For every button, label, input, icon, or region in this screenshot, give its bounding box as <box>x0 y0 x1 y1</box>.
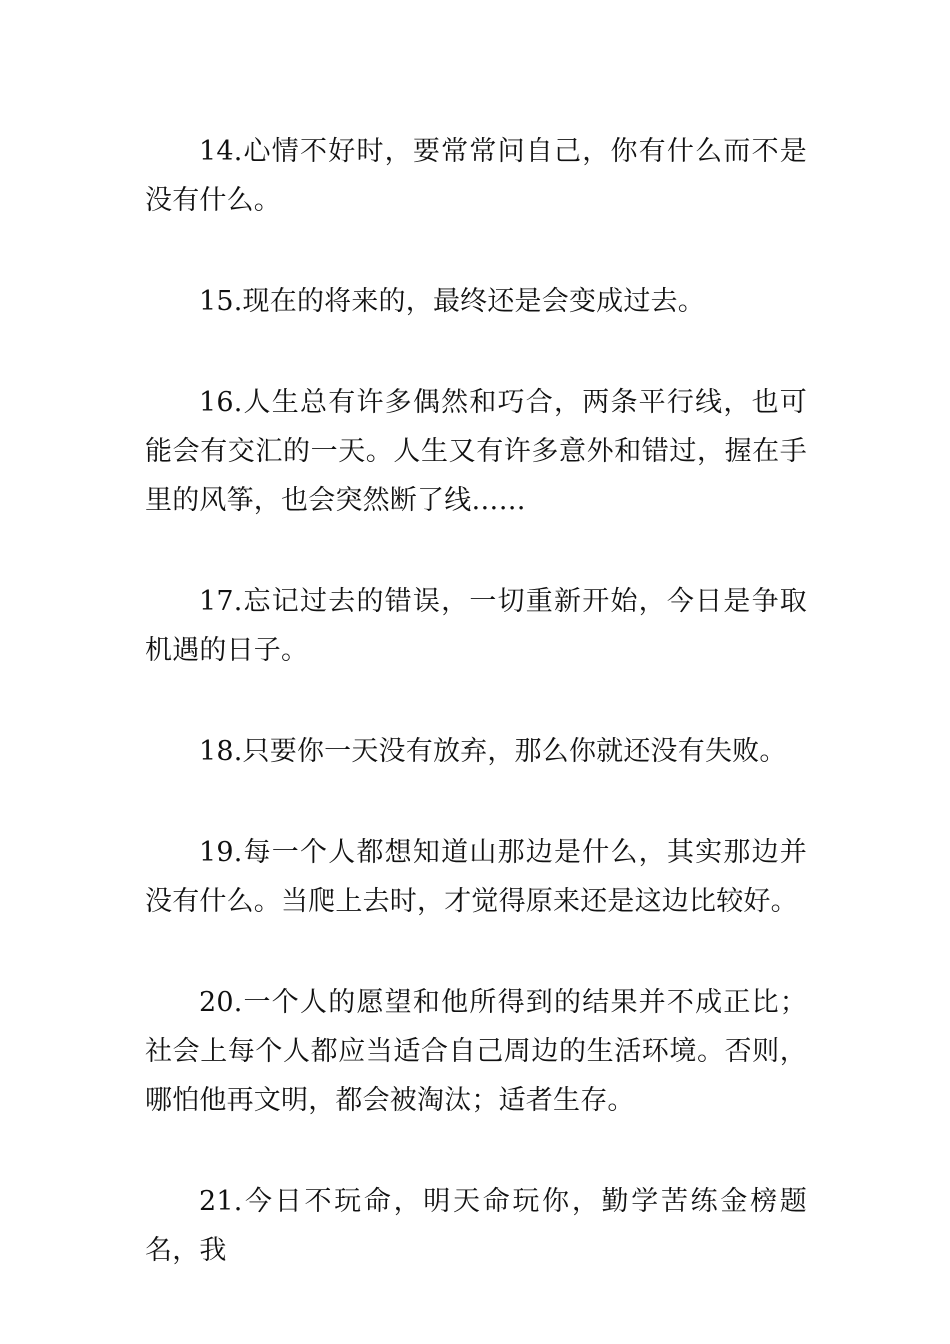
paragraph-14: 14.心情不好时，要常常问自己，你有什么而不是没有什么。 <box>145 136 807 216</box>
paragraph-16: 16.人生总有许多偶然和巧合，两条平行线，也可能会有交汇的一天。人生又有许多意外和错过，握在手里的风筝，也会突然断了线…… <box>145 387 807 516</box>
paragraph-18: 18.只要你一天没有放弃，那么你就还没有失败。 <box>199 736 787 767</box>
paragraph-19: 19.每一个人都想知道山那边是什么，其实那边并没有什么。当爬上去时，才觉得原来还是这边比较好。 <box>145 837 807 917</box>
paragraph-15: 15.现在的将来的，最终还是会变成过去。 <box>199 286 705 317</box>
paragraph-17: 17.忘记过去的错误，一切重新开始，今日是争取机遇的日子。 <box>145 586 807 666</box>
paragraph-21: 21.今日不玩命，明天命玩你，勤学苦练金榜题名，我 <box>145 1186 807 1266</box>
document-page <box>145 127 807 1327</box>
paragraph-20: 20.一个人的愿望和他所得到的结果并不成正比；社会上每个人都应当适合自己周边的生活环境。否则，哪怕他再文明，都会被淘汰；适者生存。 <box>145 987 807 1116</box>
